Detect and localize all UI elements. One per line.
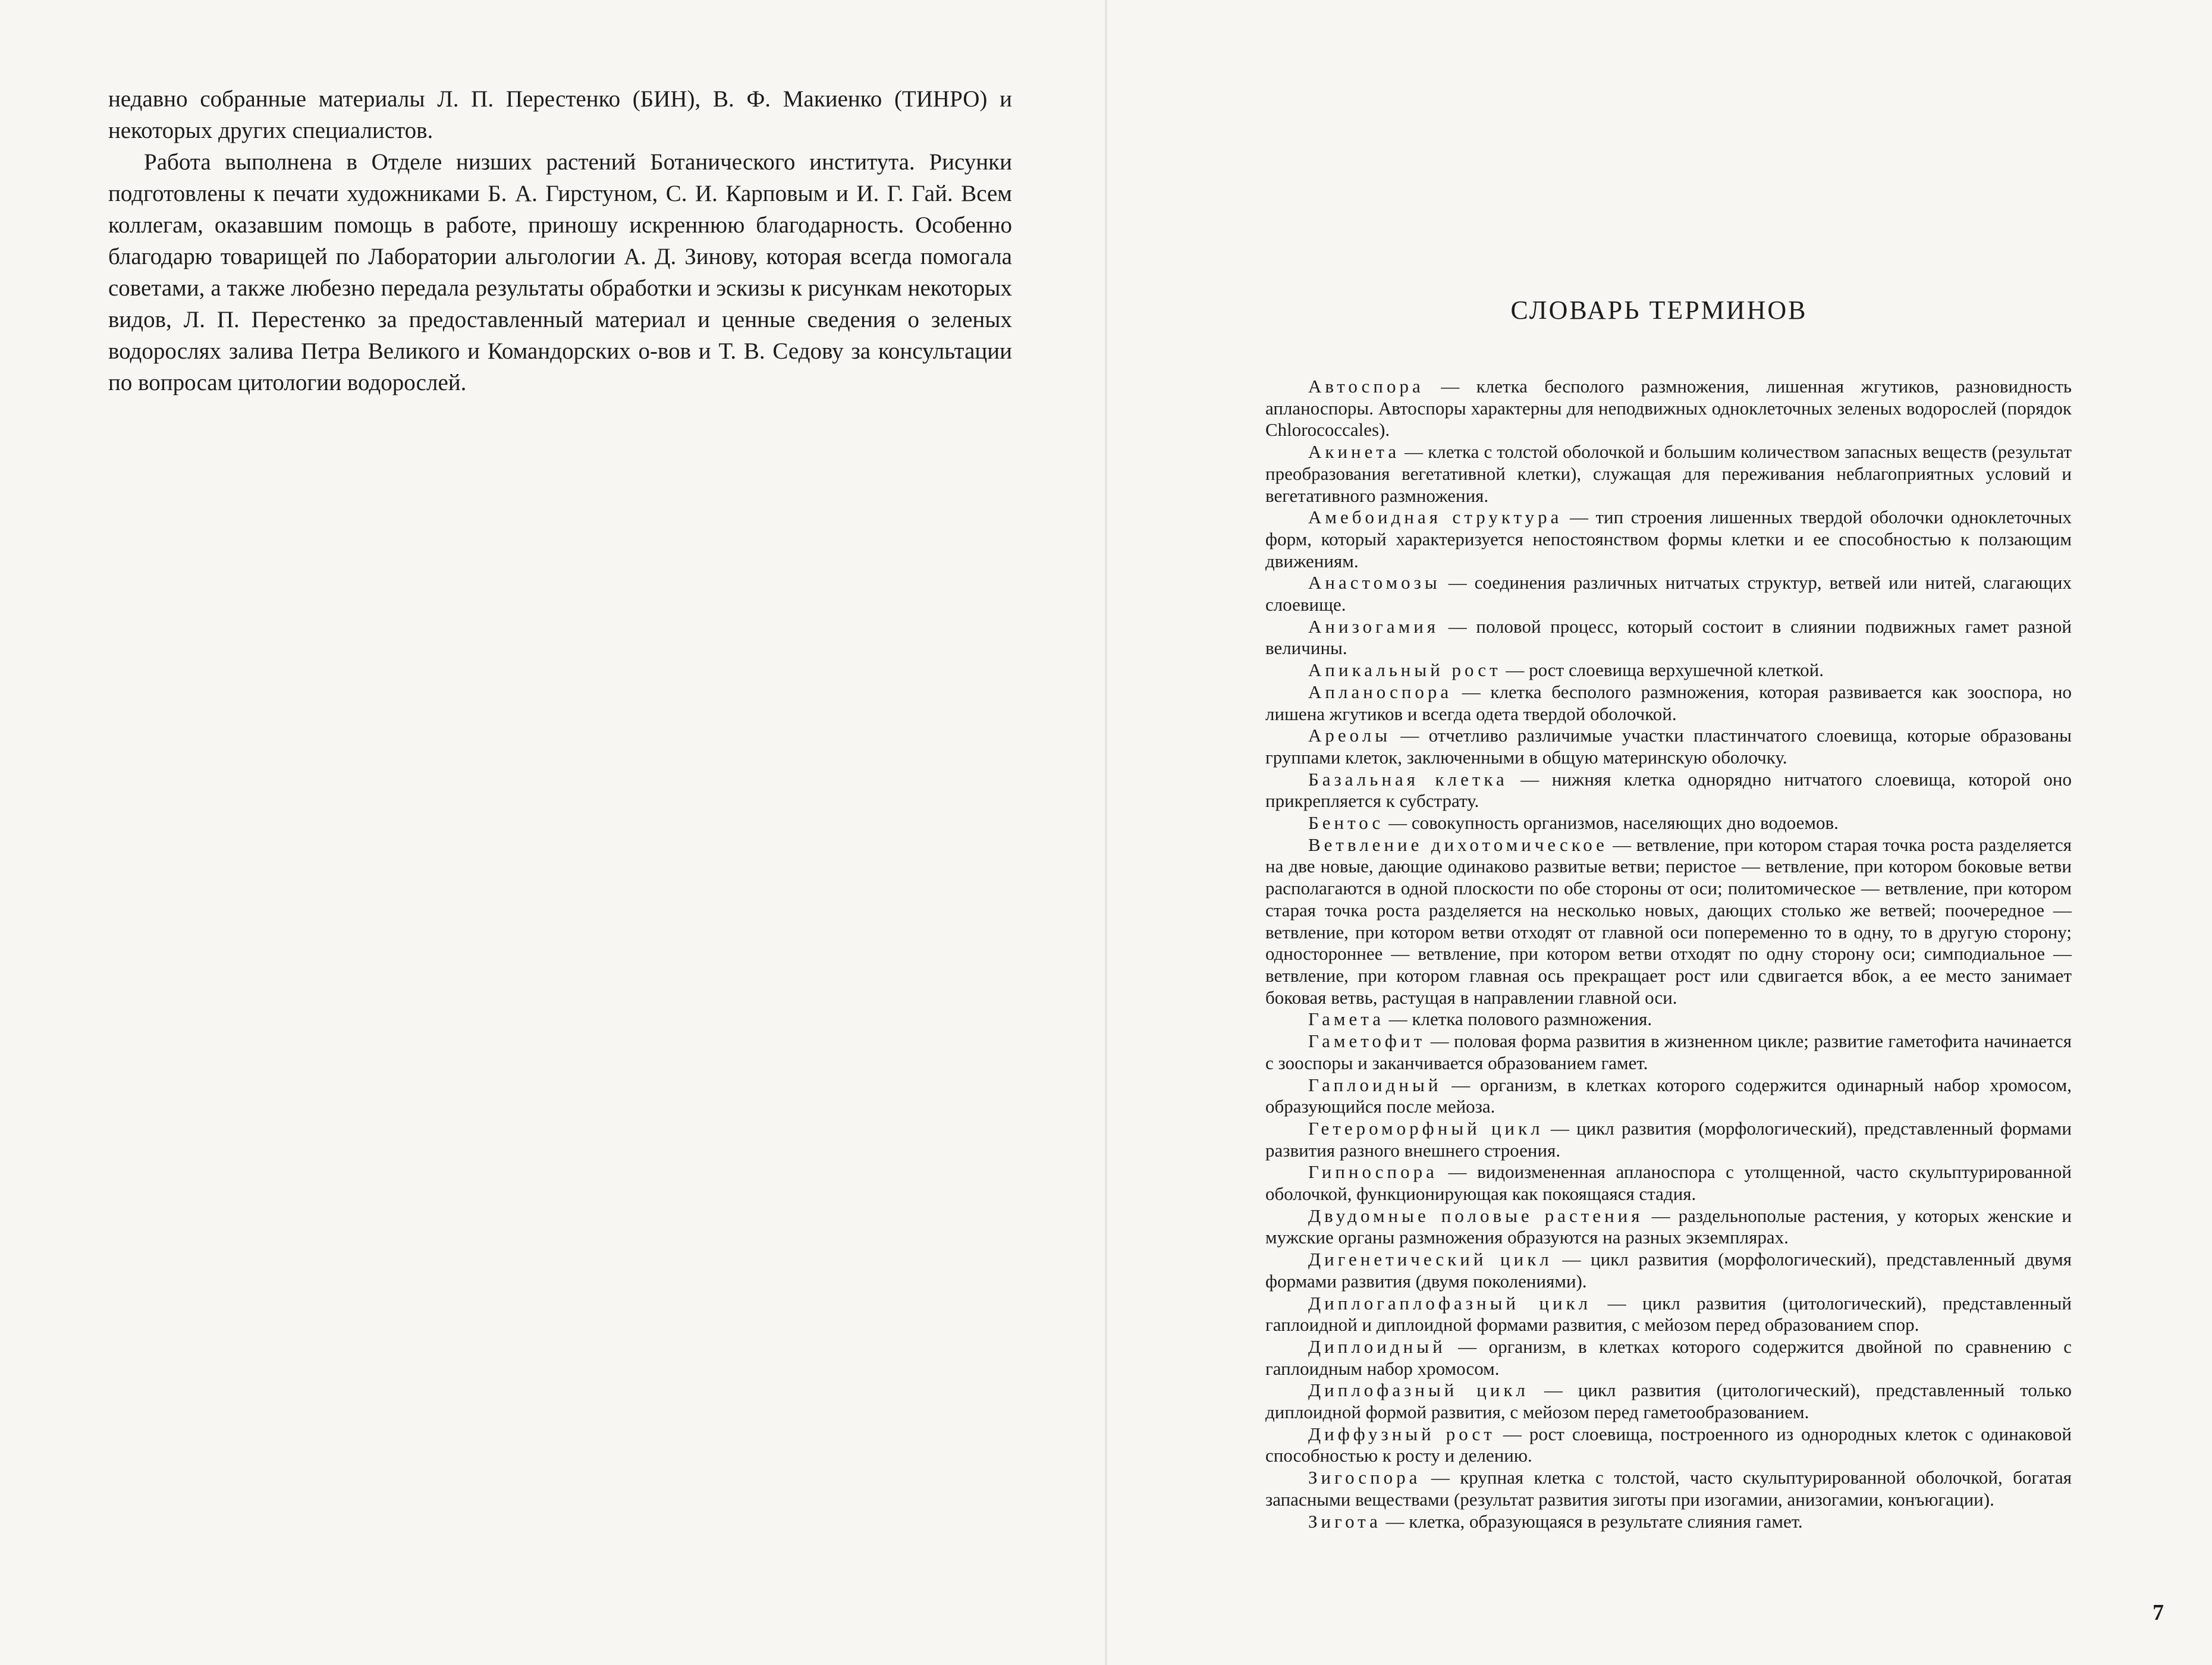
- glossary-term: Гипноспора: [1308, 1161, 1438, 1183]
- glossary-definition: — клетка с толстой оболочкой и большим количеством запасных веществ (результат преобразования вегетативной клетки), служащая для переживания неблагоприятных условий и вегетативного размножения.: [1265, 441, 2072, 506]
- glossary-term: Ветвление дихотомическое: [1308, 834, 1608, 855]
- glossary-entry: [1265, 376, 2072, 441]
- glossary-entry: [1265, 1249, 2072, 1292]
- right-page: [1106, 0, 2212, 1665]
- glossary-entry: [1265, 812, 2072, 834]
- glossary-definition: — видоизмененная апланоспора с утолщенной, часто скульптурированной оболочкой, функционирующая как покоящаяся стадия.: [1265, 1161, 2072, 1205]
- glossary-term: Двудомные половые растения: [1308, 1205, 1644, 1226]
- glossary-term: Диплоидный: [1308, 1336, 1446, 1357]
- glossary-term: Зигоспора: [1308, 1467, 1421, 1488]
- glossary-term: Базальная клетка: [1308, 768, 1508, 790]
- glossary-entry: [1265, 1031, 2072, 1074]
- glossary-entry: [1265, 659, 2072, 681]
- glossary-definition: — клетка полового размножения.: [1384, 1009, 1652, 1030]
- glossary-entry: [1265, 1511, 2072, 1533]
- glossary-term: Бентос: [1308, 812, 1384, 834]
- glossary-definition: — рост слоевища верхушечной клеткой.: [1501, 659, 1824, 681]
- glossary-entry: [1265, 1118, 2072, 1161]
- glossary-term: Зигота: [1308, 1510, 1381, 1532]
- glossary-definition: — организм, в клетках которого содержится одинарный набор хромосом, образующийся после мейоза.: [1265, 1074, 2072, 1117]
- glossary-definition: — тип строения лишенных твердой оболочки одноклеточных форм, который характеризуется непостоянством формы клетки и ее способностью к ползающим движениям.: [1265, 507, 2072, 571]
- glossary-definition: — половой процесс, который состоит в слиянии подвижных гамет разной величины.: [1265, 615, 2072, 659]
- glossary-term: Гаметофит: [1308, 1031, 1426, 1052]
- glossary-term: Апланоспора: [1308, 681, 1453, 702]
- glossary-entry: [1265, 507, 2072, 572]
- glossary-definition: — клетка, образующаяся в результате слияния гамет.: [1381, 1510, 1803, 1532]
- glossary-definition: — цикл развития (морфологический), представленный формами развития разного внешнего строения.: [1265, 1117, 2072, 1161]
- glossary-entry: [1265, 572, 2072, 615]
- glossary-term: Диплофазный цикл: [1308, 1380, 1529, 1401]
- glossary-definition: — отчетливо различимые участки пластинчатого слоевища, которые образованы группами клеток, заключенными в общую материнскую оболочку.: [1265, 725, 2072, 768]
- glossary-entry: [1265, 1205, 2072, 1249]
- glossary-entry: [1265, 725, 2072, 768]
- glossary-term: Диффузный рост: [1308, 1423, 1495, 1444]
- glossary-term: Акинета: [1308, 441, 1400, 463]
- glossary-entry: [1265, 1424, 2072, 1467]
- glossary-definition: — рост слоевища, построенного из однородных клеток с одинаковой способностью к росту и делению.: [1265, 1423, 2072, 1466]
- glossary-entry: [1265, 1161, 2072, 1205]
- glossary-entry: [1265, 441, 2072, 507]
- glossary-definition: — нижняя клетка однорядно нитчатого слоевища, которой оно прикрепляется к субстрату.: [1265, 768, 2072, 812]
- glossary-term: Диплогаплофазный цикл: [1308, 1292, 1592, 1314]
- paragraph-continued: недавно собранные материалы Л. П. Перестенко (БИН), В. Ф. Макиенко (ТИНРО) и некоторых других специалистов.: [108, 86, 1012, 143]
- glossary-entry: [1265, 834, 2072, 1009]
- glossary-entry: [1265, 1293, 2072, 1336]
- glossary-definition: — цикл развития (морфологический), представленный двумя формами развития (двумя поколениями).: [1265, 1249, 2072, 1292]
- glossary-definition: — ветвление, при котором старая точка роста разделяется на две новые, дающие одинаково развитые ветви; перистое — ветвление, при котором боковые ветви располагаются в одной плоскости по обе стороны от оси; политомическое — ветвление, при котором старая точка роста разделяется на несколько новых, дающих столько же ветвей; поочередное — ветвление, при котором ветви отходят от главной оси попеременно то в одну, то в другую сторону; одностороннее — ветвление, при котором ветви отходят по одну сторону оси; симподиальное — ветвление, при котором главная ось прекращает рост или сдвигается вбок, а ее место занимает боковая ветвь, растущая в направлении главной оси.: [1265, 834, 2072, 1008]
- paragraph-acknowledgements: Работа выполнена в Отделе низших растений Ботанического института. Рисунки подготовлены к печати художниками Б. А. Гирстуном, С. И. Карповым и И. Г. Гай. Всем коллегам, оказавшим помощь в работе, приношу искреннюю благодарность. Особенно благодарю товарищей по Лаборатории альгологии А. Д. Зинову, которая всегда помогала советами, а также любезно передала результаты обработки и эскизы к рисункам некоторых видов, Л. П. Перестенко за предоставленный материал и ценные сведения о зеленых водорослях залива Петра Великого и Командорских о-вов и Т. В. Седову за консультации по вопросам цитологии водорослей.: [108, 149, 1012, 395]
- glossary-entry: [1265, 1467, 2072, 1510]
- glossary-list: [1265, 376, 2072, 1532]
- glossary-entry: [1265, 1075, 2072, 1118]
- glossary-definition: — совокупность организмов, населяющих дно водоемов.: [1384, 812, 1839, 834]
- glossary-entry: [1265, 616, 2072, 659]
- glossary-definition: — соединения различных нитчатых структур, ветвей или нитей, слагающих слоевище.: [1265, 572, 2072, 615]
- glossary-definition: — половая форма развития в жизненном цикле; развитие гаметофита начинается с зооспоры и заканчивается образованием гамет.: [1265, 1031, 2072, 1073]
- glossary-definition: — крупная клетка с толстой, часто скульптурированной оболочкой, богатая запасными веществами (результат развития зиготы при изогамии, анизогамии, конъюгации).: [1265, 1467, 2072, 1510]
- glossary-entry: [1265, 1336, 2072, 1380]
- glossary-term: Анизогамия: [1308, 615, 1440, 637]
- glossary-definition: — раздельнополые растения, у которых женские и мужские органы размножения образуются на разных экземплярах.: [1265, 1205, 2072, 1248]
- glossary-term: Автоспора: [1308, 376, 1424, 397]
- glossary-term: Гетероморфный цикл: [1308, 1117, 1544, 1139]
- page-number: 7: [2153, 1600, 2164, 1625]
- glossary-heading: СЛОВАРЬ ТЕРМИНОВ: [1510, 296, 1808, 325]
- glossary-term: Анастомозы: [1308, 572, 1441, 593]
- glossary-term: Гамета: [1308, 1009, 1384, 1030]
- glossary-entry: [1265, 681, 2072, 725]
- glossary-entry: [1265, 1380, 2072, 1423]
- glossary-term: Ареолы: [1308, 725, 1391, 746]
- glossary-term: Гаплоидный: [1308, 1074, 1442, 1095]
- left-page-text: [108, 83, 1012, 398]
- glossary-entry: [1265, 1009, 2072, 1031]
- glossary-definition: — цикл развития (цитологический), представленный только диплоидной формой развития, с мейозом перед гаметообразованием.: [1265, 1380, 2072, 1423]
- glossary-entry: [1265, 769, 2072, 812]
- glossary-term: Дигенетический цикл: [1308, 1249, 1553, 1270]
- glossary-definition: — клетка бесполого размножения, лишенная жгутиков, разновидность апланоспоры. Автоспоры характерны для неподвижных одноклеточных зеленых водорослей (порядок Chlorococcales).: [1265, 376, 2072, 441]
- glossary-term: Апикальный рост: [1308, 659, 1501, 681]
- glossary-definition: — организм, в клетках которого содержится двойной по сравнению с гаплоидным набор хромосом.: [1265, 1336, 2072, 1379]
- glossary-definition: — цикл развития (цитологический), представленный гаплоидной и диплоидной формами развития, с мейозом перед образованием спор.: [1265, 1292, 2072, 1336]
- glossary-definition: — клетка бесполого размножения, которая развивается как зооспора, но лишена жгутиков и всегда одета твердой оболочкой.: [1265, 681, 2072, 724]
- glossary-term: Амебоидная структура: [1308, 507, 1563, 528]
